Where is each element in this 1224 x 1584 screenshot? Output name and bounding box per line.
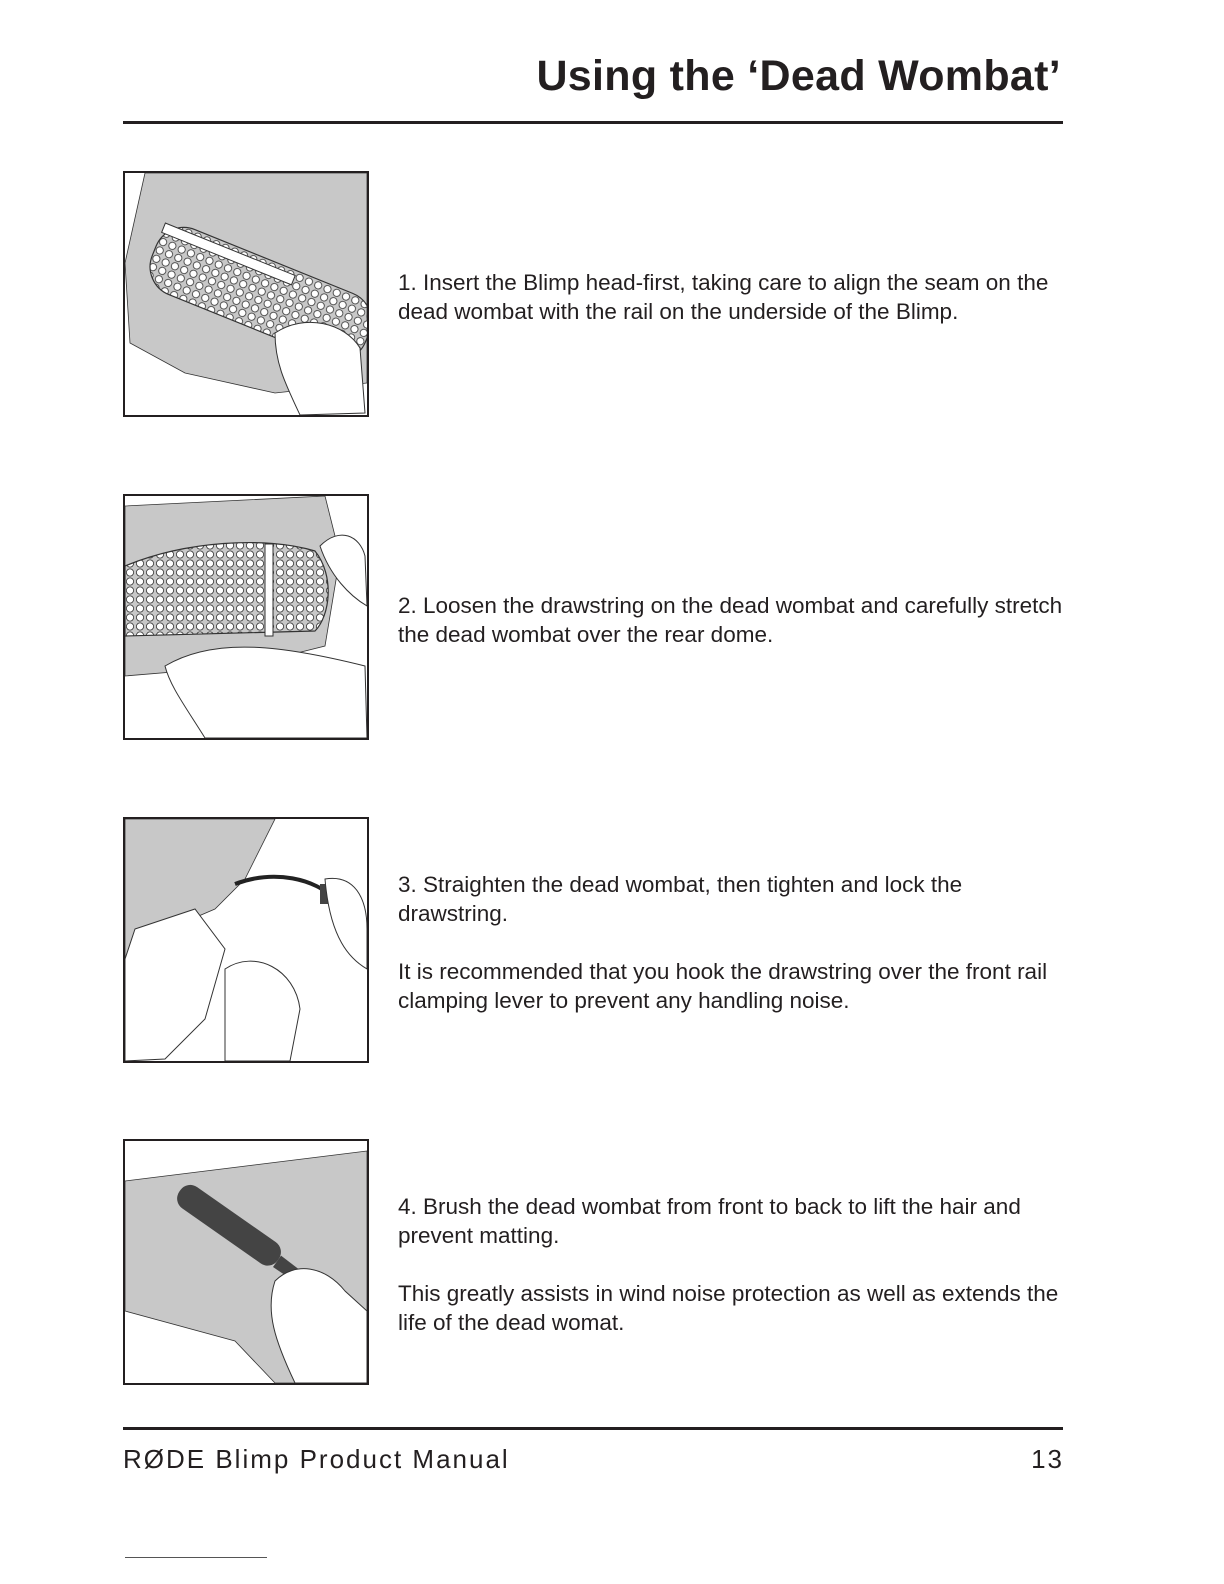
step-1-text [398, 268, 1068, 355]
page-number: 13 [1031, 1444, 1064, 1474]
blimp-insert-illustration [123, 171, 369, 417]
step-2-text [398, 591, 1068, 678]
step-4-text [398, 1192, 1068, 1366]
step-paragraph: 1. Insert the Blimp head-first, taking care to align the seam on the dead wombat with the rail on the underside of the Blimp. [398, 270, 1049, 324]
step-paragraph: It is recommended that you hook the drawstring over the front rail clamping lever to prevent any handling noise. [398, 959, 1048, 1013]
drawstring-tighten-illustration [123, 817, 369, 1063]
footer-manual-title: RØDE Blimp Product Manual [123, 1444, 510, 1474]
header-rule [123, 121, 1063, 124]
brush-illustration [123, 1139, 369, 1385]
step-paragraph: 2. Loosen the drawstring on the dead wombat and carefully stretch the dead wombat over the rear dome. [398, 593, 1063, 647]
footer-rule [123, 1427, 1063, 1430]
step-paragraph: This greatly assists in wind noise protection as well as extends the life of the dead womat. [398, 1281, 1059, 1335]
step-paragraph: 4. Brush the dead wombat from front to back to lift the hair and prevent matting. [398, 1194, 1021, 1248]
page-title: Using the ‘Dead Wombat’ [536, 52, 1061, 100]
step-3-text [398, 870, 1068, 1044]
footnote-divider [125, 1557, 267, 1558]
step-paragraph: 3. Straighten the dead wombat, then tighten and lock the drawstring. [398, 872, 963, 926]
drawstring-loosen-illustration [123, 494, 369, 740]
